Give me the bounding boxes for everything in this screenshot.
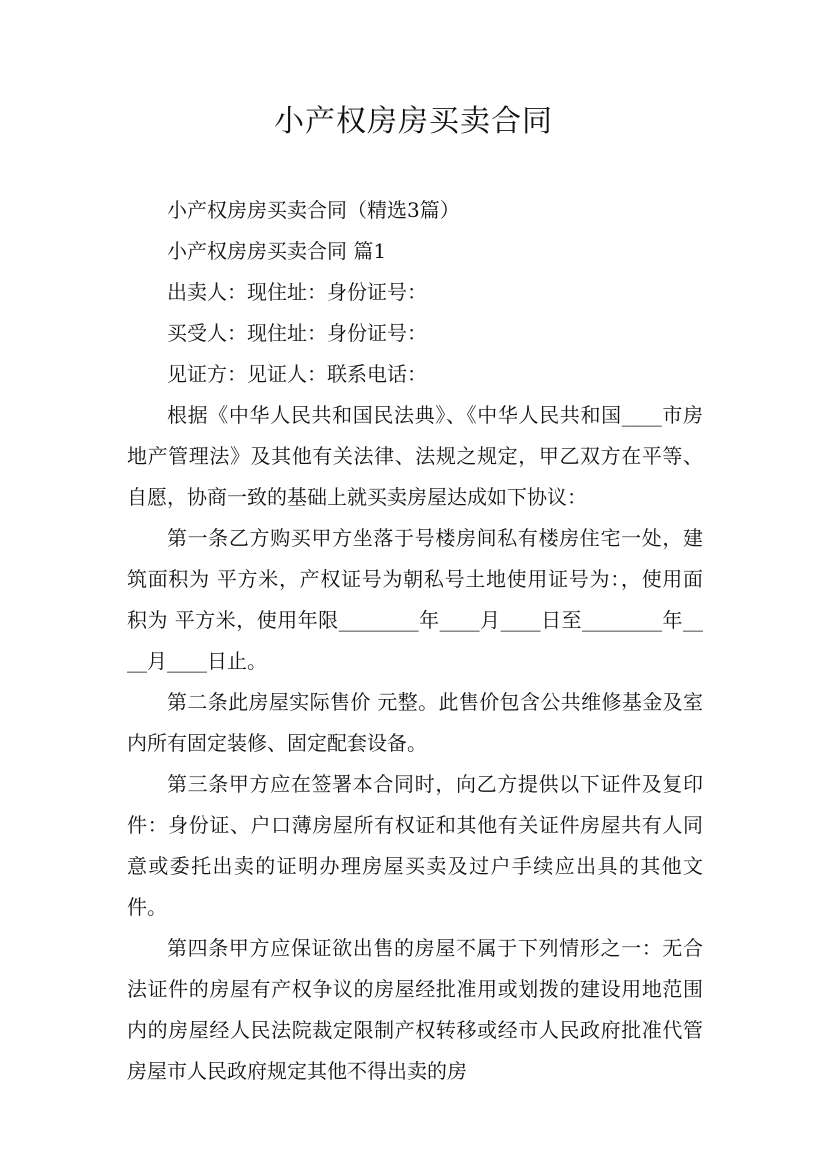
- document-title: 小产权房房买卖合同: [274, 104, 553, 139]
- paragraph-article-3: 第三条甲方应在签署本合同时，向乙方提供以下证件及复印件：身份证、户口薄房屋所有权证和其他有关证件房屋共有人同意或委托出卖的证明办理房屋买卖及过户手续应出具的其他文件。: [127, 772, 703, 919]
- paragraph-buyer: 买受人：现住址：身份证号：: [167, 321, 427, 345]
- paragraph-seller: 出卖人：现住址：身份证号：: [167, 280, 427, 304]
- paragraph-article-2: 第二条此房屋实际售价 元整。此售价包含公共维修基金及室内所有固定装修、固定配套设备。: [127, 690, 703, 755]
- paragraph-witness: 见证方：见证人：联系电话：: [167, 362, 427, 386]
- paragraph-subtitle: 小产权房房买卖合同（精选3篇）: [167, 198, 460, 222]
- paragraph-section-heading: 小产权房房买卖合同 篇1: [167, 239, 387, 263]
- paragraph-preamble: 根据《中华人民共和国民法典》、《中华人民共和国____市房地产管理法》及其他有关法律、法规之规定，甲乙双方在平等、自愿，协商一致的基础上就买卖房屋达成如下协议：: [127, 403, 703, 509]
- paragraph-article-4: 第四条甲方应保证欲出售的房屋不属于下列情形之一：无合法证件的房屋有产权争议的房屋经批准用或划拨的建设用地范围内的房屋经人民法院裁定限制产权转移或经市人民政府批准代管房屋市人民政府规定其他不得出卖的房: [127, 936, 703, 1083]
- document-body: [127, 190, 703, 1092]
- paragraph-article-1: 第一条乙方购买甲方坐落于号楼房间私有楼房住宅一处，建筑面积为 平方米，产权证号为朝私号土地使用证号为：，使用面积为 平方米，使用年限________年____月____日至________年____月____日止。: [127, 526, 703, 673]
